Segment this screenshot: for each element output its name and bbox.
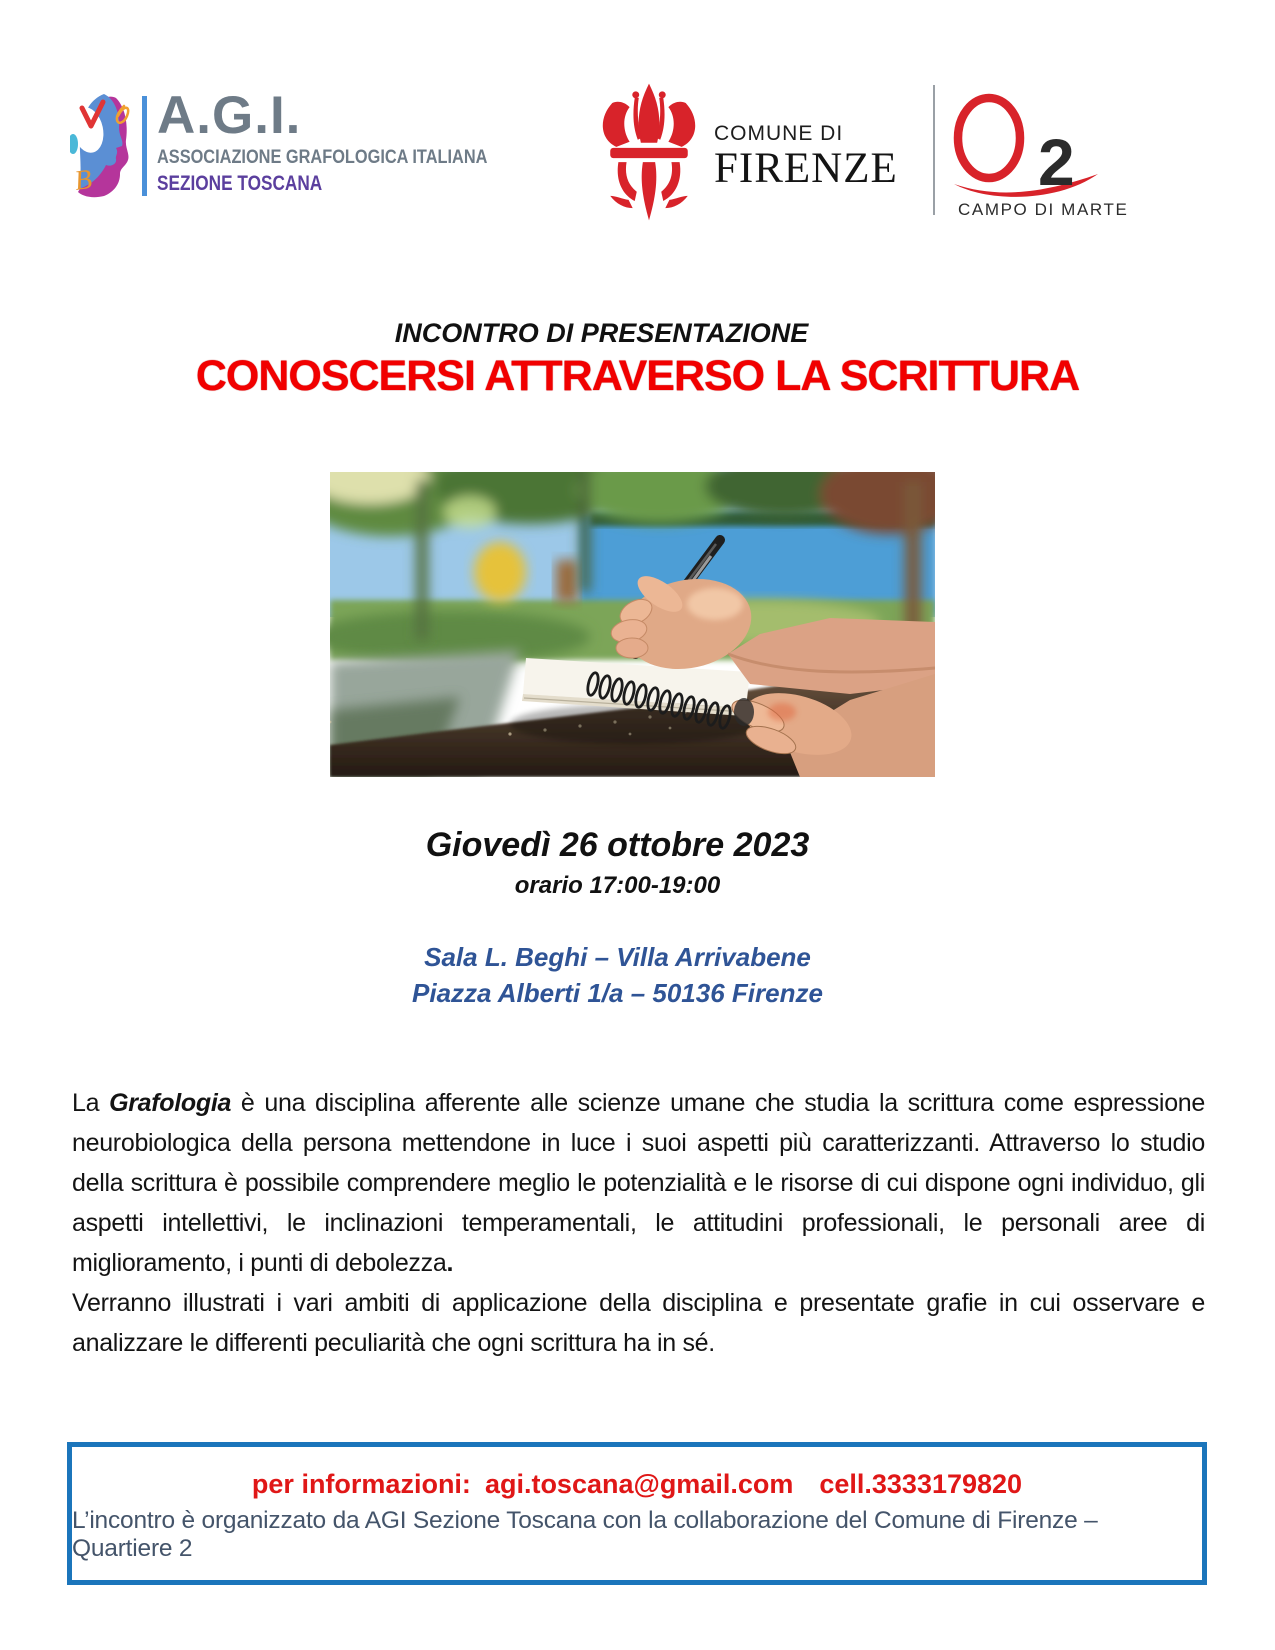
firenze-logo	[598, 80, 898, 226]
info-email: agi.toscana@gmail.com	[484, 1468, 794, 1499]
q2-campo-di-marte-label: CAMPO DI MARTE	[958, 200, 1129, 219]
agi-association-name: ASSOCIAZIONE GRAFOLOGICA ITALIANA	[157, 146, 488, 168]
q2-icon	[946, 92, 1121, 204]
agi-faces-icon	[70, 92, 138, 200]
event-time: orario 17:00-19:00	[514, 872, 721, 899]
p1-rest: è una disciplina afferente alle scienze umane che studia la scrittura come espressione neurobiologica della persona mettendone in luce i suoi aspetti più caratterizzanti. Attraverso lo studio della scrittura è possibile comprendere meglio le potenzialità e le risorse di cui dispone ogni individuo, gli aspetti intellettivi, le inclinazioni temperamentali, le attitudini professionali, le personali aree di miglioramento, i punti di debolezza	[72, 1089, 1206, 1277]
body-paragraph-1	[72, 1083, 1205, 1283]
firenze-comune-di-label: COMUNE DI	[714, 122, 844, 145]
svg-text:2: 2	[1038, 125, 1075, 199]
photo-illustration-writing-hand	[330, 472, 935, 777]
main-title: CONOSCERSI ATTRAVERSO LA SCRITTURA	[195, 352, 1080, 400]
presentation-kicker: INCONTRO DI PRESENTAZIONE	[394, 318, 809, 348]
event-date: Giovedì 26 ottobre 2023	[425, 826, 810, 864]
venue-name: Sala L. Beghi – Villa Arrivabene	[424, 942, 811, 972]
agi-logo	[70, 86, 541, 200]
firenze-label: FIRENZE	[714, 145, 898, 192]
agi-section-name: SEZIONE TOSCANA	[157, 171, 323, 195]
info-phone: cell.3333179820	[819, 1468, 1023, 1499]
venue-address: Piazza Alberti 1/a – 50136 Firenze	[412, 978, 823, 1008]
firenze-giglio-icon	[598, 80, 700, 226]
info-label: per informazioni:	[251, 1468, 471, 1499]
q2-logo	[946, 92, 1128, 220]
p1-end: .	[446, 1249, 454, 1277]
p1-grafologia-bold: Grafologia	[109, 1089, 232, 1117]
event-photo	[330, 472, 935, 777]
body-paragraph-2: Verranno illustrati i vari ambiti di applicazione della disciplina e presentate grafie in cui osservare e analizzare le differenti peculiarità che ogni scrittura ha in sé.	[72, 1289, 1205, 1357]
p1-prefix: La	[72, 1089, 110, 1117]
info-box	[67, 1442, 1207, 1585]
svg-text:B: B	[72, 163, 94, 197]
logo-divider	[933, 85, 935, 215]
organizer-note: L’incontro è organizzato da AGI Sezione Toscana con la collaborazione del Comune di Firenze – Quartiere 2	[72, 1506, 1098, 1562]
agi-acronym: A.G.I.	[157, 86, 302, 145]
info-line	[252, 1469, 1022, 1500]
body-text	[72, 1083, 1205, 1363]
agi-divider-bar	[142, 96, 147, 196]
